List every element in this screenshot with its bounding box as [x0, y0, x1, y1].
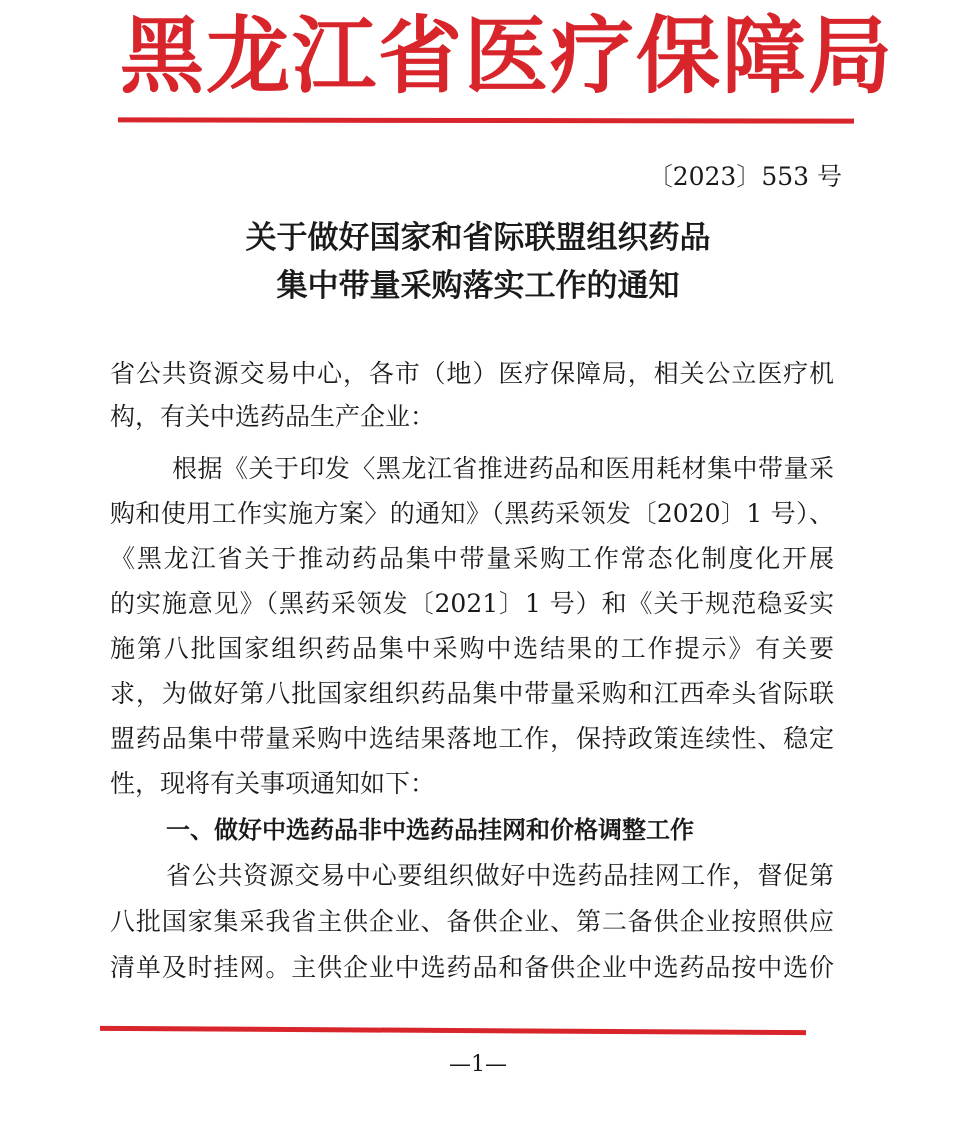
section-heading: 一、做好中选药品非中选药品挂网和价格调整工作 — [166, 816, 694, 844]
document-title-line-1: 关于做好国家和省际联盟组织药品 — [245, 220, 711, 256]
header-red-rule — [118, 117, 854, 123]
body-text-line: 八批国家集采我省主供企业、备供企业、第二备供企业按照供应 — [110, 907, 834, 936]
body-text-line: 清单及时挂网。主供企业中选药品和备供企业中选药品按中选价 — [110, 953, 834, 982]
addressee-line: 省公共资源交易中心，各市（地）医疗保障局，相关公立医疗机 — [110, 359, 834, 388]
body-text-line: 根据《关于印发〈黑龙江省推进药品和医用耗材集中带量采 — [172, 454, 834, 483]
document-title-line-2: 集中带量采购落实工作的通知 — [276, 268, 680, 304]
body-text-line: 性，现将有关事项通知如下： — [110, 769, 436, 798]
body-text-line: 施第八批国家组织药品集中采购中选结果的工作提示》有关要 — [110, 634, 834, 663]
footer-red-rule — [100, 1026, 806, 1035]
body-text-line: 求，为做好第八批国家组织药品集中带量采购和江西牵头省际联 — [110, 679, 834, 708]
agency-masthead: 黑龙江省医疗保障局 — [120, 7, 895, 105]
body-text-line: 《黑龙江省关于推动药品集中带量采购工作常态化制度化开展 — [110, 544, 834, 573]
addressee-line: 构，有关中选药品生产企业： — [110, 402, 436, 431]
body-text-line: 购和使用工作实施方案〉的通知》（黑药采领发〔2020〕1 号）、 — [110, 499, 834, 528]
body-text-line: 盟药品集中带量采购中选结果落地工作，保持政策连续性、稳定 — [110, 724, 834, 753]
body-text-line: 省公共资源交易中心要组织做好中选药品挂网工作，督促第 — [166, 861, 834, 890]
body-text-line: 的实施意见》（黑药采领发〔2021〕1 号）和《关于规范稳妥实 — [110, 589, 834, 618]
document-number: 〔2023〕553 号 — [647, 162, 842, 191]
page-number: —1— — [449, 1052, 507, 1077]
